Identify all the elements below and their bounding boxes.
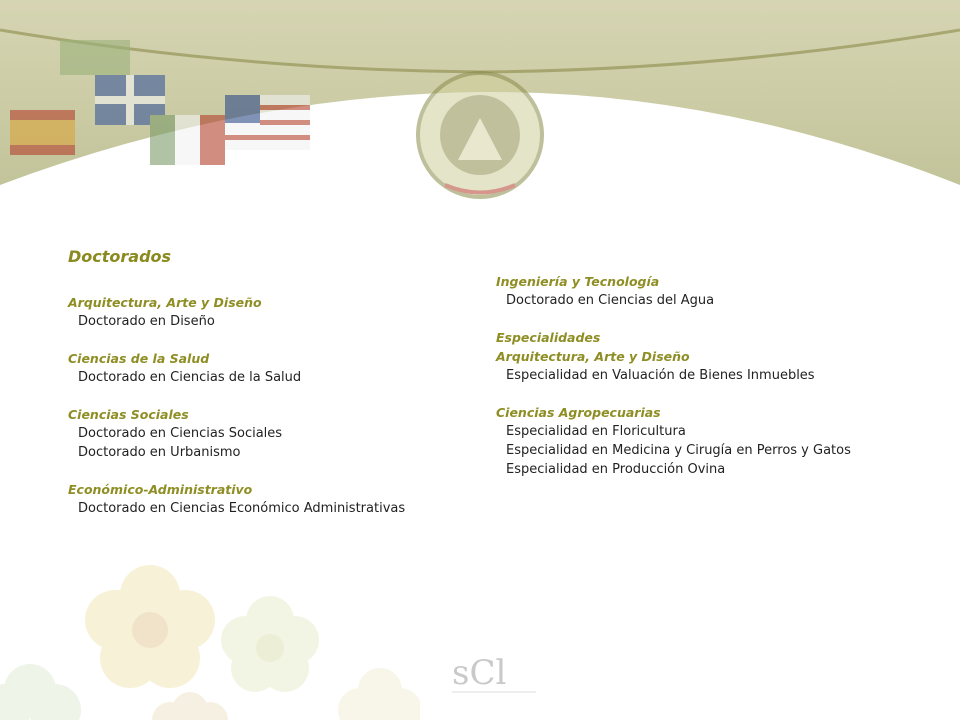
category-label: Ciencias Agropecuarias [496,405,661,420]
header-banner [0,0,960,235]
scl-logo [440,650,550,700]
group-ciencias-sociales [68,405,468,462]
program-item: Doctorado en Ciencias Económico Administrativas [78,501,406,516]
category-label: Ciencias Sociales [68,407,189,422]
category-label: Ciencias de la Salud [68,351,210,366]
section-heading: Especialidades [496,330,601,345]
group-especialidades-arquitectura [496,328,926,385]
category-label: Económico-Administrativo [68,482,253,497]
group-arquitectura [68,293,468,331]
program-item: Especialidad en Medicina y Cirugía en Perros y Gatos [506,443,851,458]
category-label: Arquitectura, Arte y Diseño [68,295,262,310]
program-item: Especialidad en Valuación de Bienes Inmuebles [506,368,815,383]
program-item: Especialidad en Producción Ovina [506,462,726,477]
group-ingenieria [496,272,926,310]
group-ciencias-salud [68,349,468,387]
program-item: Doctorado en Diseño [78,314,215,329]
especialidades-column [496,272,926,497]
group-agropecuarias [496,403,926,479]
program-item: Especialidad en Floricultura [506,424,686,439]
group-economico-administrativo [68,480,468,518]
program-item: Doctorado en Ciencias del Agua [506,293,715,308]
svg-text:sCl: sCl [452,653,507,693]
page-title: Doctorados [68,247,172,266]
category-label: Ingeniería y Tecnología [496,274,660,289]
header-banner-graphic [0,0,960,235]
program-item: Doctorado en Urbanismo [78,445,241,460]
program-item: Doctorado en Ciencias Sociales [78,426,283,441]
doctorados-column [68,245,468,536]
flowers-decoration [0,540,420,720]
program-item: Doctorado en Ciencias de la Salud [78,370,302,385]
flower-icon [0,540,420,720]
emblem-icon [418,73,542,197]
category-label: Arquitectura, Arte y Diseño [496,349,690,364]
logo-icon [440,650,550,700]
